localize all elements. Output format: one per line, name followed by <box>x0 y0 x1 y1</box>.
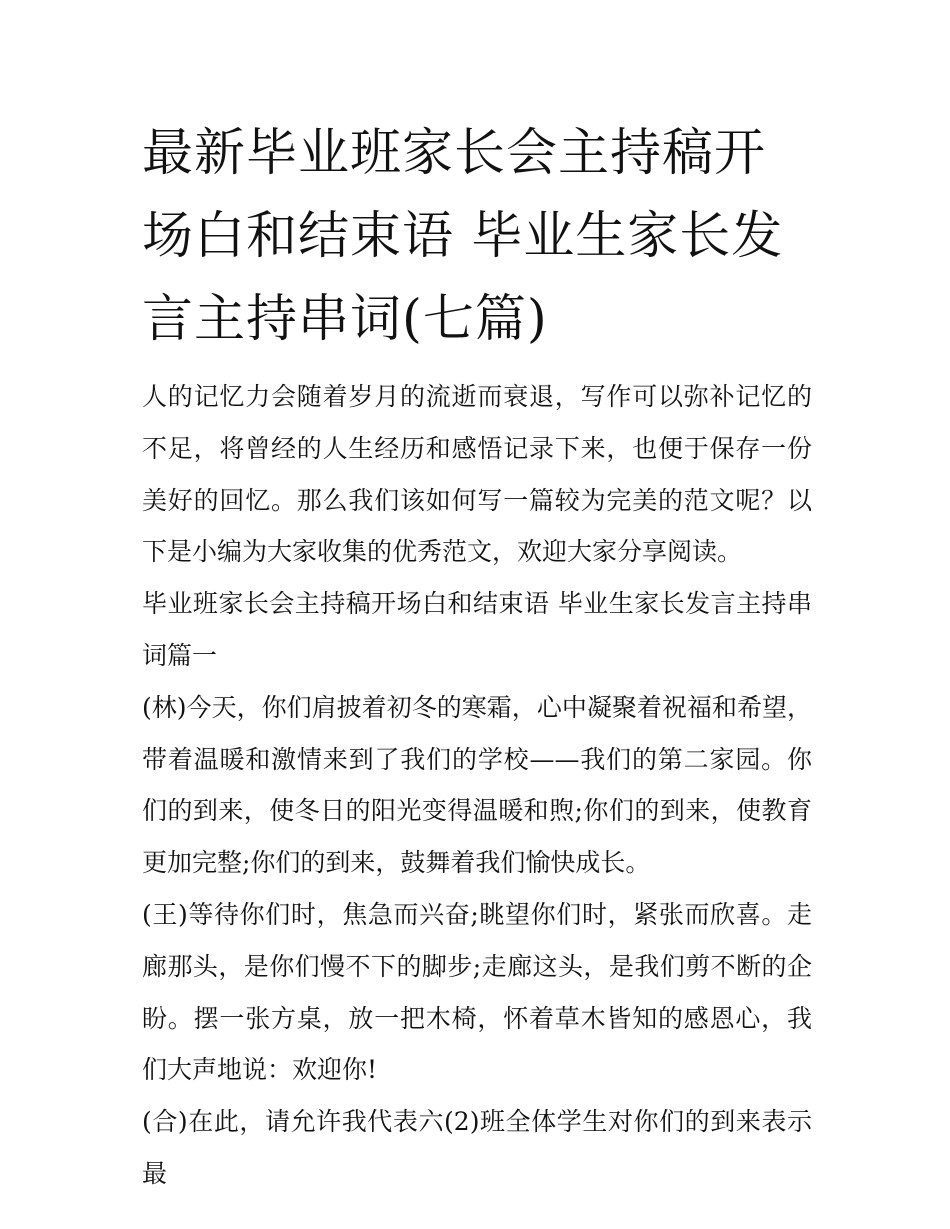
document-title: 最新毕业班家长会主持稿开场白和结束语 毕业生家长发言主持串词(七篇) <box>142 124 784 349</box>
intro-paragraph: 人的记忆力会随着岁月的流逝而衰退，写作可以弥补记忆的不足，将曾经的人生经历和感悟记录下来，也便于保存一份美好的回忆。那么我们该如何写一篇较为完美的范文呢？以下是小编为大家收集的优秀范文，欢迎大家分享阅读。 <box>142 382 812 567</box>
document-content <box>142 112 812 1200</box>
document-body <box>142 371 812 1200</box>
body-paragraph: (合)在此，请允许我代表六(2)班全体学生对你们的到来表示最 <box>142 1107 812 1188</box>
body-paragraph: (林)今天，你们肩披着初冬的寒霜，心中凝聚着祝福和希望，带着温暖和激情来到了我们的学校——我们的第二家园。你们的到来，使冬日的阳光变得温暖和煦;你们的到来，使教育更加完整;你们的到来，鼓舞着我们愉快成长。 <box>142 692 812 878</box>
section-heading: 毕业班家长会主持稿开场白和结束语 毕业生家长发言主持串词篇一 <box>142 589 812 670</box>
body-paragraph: (王)等待你们时，焦急而兴奋;眺望你们时，紧张而欣喜。走廊那头，是你们慢不下的脚步;走廊这头，是我们剪不断的企盼。摆一张方桌，放一把木椅，怀着草木皆知的感恩心，我们大声地说：欢迎你! <box>142 899 812 1085</box>
